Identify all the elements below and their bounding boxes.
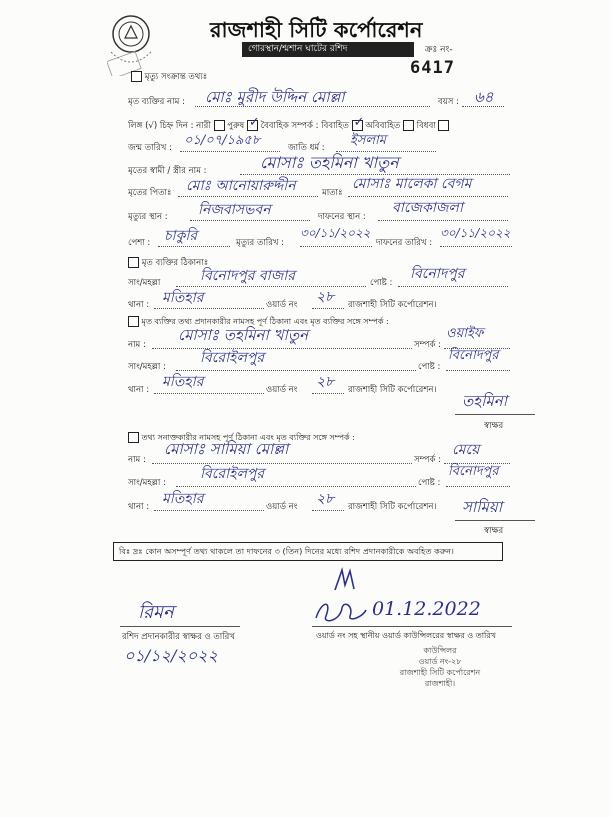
deceased-post-line bbox=[398, 286, 508, 287]
burial-place-value[interactable]: বাজেকাজলা bbox=[392, 200, 463, 216]
name-value[interactable]: মোঃ মুরীদ উদ্দিন মোল্লা bbox=[205, 88, 345, 106]
unmarried-checkbox[interactable] bbox=[403, 120, 414, 131]
serial-label: ক্রঃ নং- bbox=[425, 45, 453, 55]
stamp-line-4: রাজশাহী। bbox=[424, 679, 456, 688]
death-info-section-label: মৃত্যু সংক্রান্ত তথ্যঃ bbox=[144, 72, 208, 82]
councillor-signature-line bbox=[312, 626, 512, 627]
deceased-address-section bbox=[128, 256, 208, 270]
burial-place-line bbox=[378, 220, 508, 221]
informant-village-value[interactable]: বিরোইলপুর bbox=[200, 350, 265, 366]
informant-signature-label: স্বাক্ষর bbox=[484, 421, 504, 431]
informant-checkbox[interactable] bbox=[128, 316, 139, 327]
deceased-post-value[interactable]: বিনোদপুর bbox=[410, 266, 465, 282]
identifier-name-line bbox=[152, 463, 412, 464]
female-label: নারী bbox=[196, 121, 211, 131]
informant-section-label: মৃত ব্যক্তির তথ্য প্রদানকারীর নামসহ পূর্ণ ঠিকানা এবং মৃত ব্যক্তির সঙ্গে সম্পর্ক : bbox=[141, 317, 389, 326]
death-place-label: মৃত্যুর স্থান : bbox=[128, 212, 168, 222]
religion-label: জাতি ধর্ম : bbox=[288, 143, 325, 153]
identifier-post-value[interactable]: বিনোদপুর bbox=[448, 464, 499, 479]
issuer-label: রশিদ প্রদানকারীর স্বাক্ষর ও তারিখ bbox=[122, 632, 235, 642]
age-value[interactable]: ৬৪ bbox=[474, 88, 494, 106]
councillor-stamp bbox=[370, 645, 510, 689]
widow-checkbox[interactable] bbox=[438, 120, 449, 131]
married-label: বিবাহিত bbox=[321, 121, 349, 131]
identifier-post-line bbox=[446, 486, 510, 487]
councillor-label: ওয়ার্ড নং সহ স্থানীয় ওয়ার্ড কাউন্সিলরের স্বাক্ষর ও তারিখ bbox=[316, 631, 496, 640]
death-info-section bbox=[131, 70, 207, 84]
identifier-thana-label: থানা : bbox=[128, 502, 150, 512]
identifier-name-label: নাম : bbox=[128, 455, 146, 465]
widow-label: বিধবা bbox=[416, 121, 436, 131]
notice-box: বিঃ দ্রঃ কোন অসম্পূর্ণ তথ্য থাকলে তা দাফনের ৩ (তিন) দিনের মধ্যে রশিদ প্রদানকারীকে অবহিত করুন। bbox=[113, 542, 503, 561]
city-corporation-seal-icon bbox=[107, 12, 155, 76]
deceased-address-checkbox[interactable] bbox=[128, 257, 139, 268]
informant-name-label: নাম : bbox=[128, 340, 146, 350]
councillor-signature-icon bbox=[312, 596, 368, 626]
death-date-line bbox=[300, 246, 372, 247]
serial-number: 6417 bbox=[410, 58, 455, 78]
gender-marital-row bbox=[128, 115, 449, 133]
informant-relation-value[interactable]: ওয়াইফ bbox=[446, 326, 484, 341]
name-label: মৃত ব্যক্তির নাম : bbox=[128, 97, 185, 107]
informant-name-value[interactable]: মোসাঃ তহমিনা খাতুন bbox=[178, 326, 309, 344]
identifier-thana-value[interactable]: মতিহার bbox=[162, 491, 204, 507]
identifier-ward-value[interactable]: ২৮ bbox=[316, 491, 335, 507]
deceased-ward-label: ওয়ার্ড নং bbox=[266, 300, 298, 310]
informant-thana-label: থানা : bbox=[128, 385, 150, 395]
informant-post-line bbox=[446, 370, 510, 371]
age-label: বয়স : bbox=[438, 97, 459, 107]
identifier-village-label: সাং/মহল্লা : bbox=[128, 478, 166, 488]
identifier-checkbox[interactable] bbox=[128, 432, 139, 443]
father-value[interactable]: মোঃ আনোয়ারুদ্দীন bbox=[186, 178, 296, 194]
issuer-date: ০১/১২/২০২২ bbox=[124, 646, 218, 665]
councillor-date: 01.12.2022 bbox=[372, 598, 481, 620]
page-title: রাজশাহী সিটি কর্পোরেশন bbox=[210, 17, 423, 42]
issuer-signature-line bbox=[120, 626, 240, 627]
death-date-label: মৃত্যুর তারিখ : bbox=[236, 238, 285, 248]
informant-village-line bbox=[176, 370, 416, 371]
informant-city-corp: রাজশাহী সিটি কর্পোরেশন। bbox=[348, 385, 437, 395]
identifier-signature: সামিয়া bbox=[462, 498, 503, 516]
deceased-thana-value[interactable]: মতিহার bbox=[162, 290, 204, 306]
receipt-subtitle: গোরস্থান/শ্মশান ঘাটের রশিদ bbox=[242, 42, 414, 57]
identifier-signature-line bbox=[455, 520, 535, 521]
dob-label: জন্ম তারিখ : bbox=[128, 143, 172, 153]
identifier-section-label: তথ্য সনাক্তকারীর নামসহ পূর্ণ ঠিকানা এবং মৃত ব্যক্তির সঙ্গে সম্পর্ক : bbox=[141, 433, 355, 442]
unmarried-label: অবিবাহিত bbox=[365, 121, 401, 131]
death-place-value[interactable]: নিজবাসভবন bbox=[198, 202, 271, 218]
occupation-value[interactable]: চাকুরি bbox=[164, 228, 198, 244]
deceased-post-label: পোষ্ট : bbox=[370, 278, 393, 288]
male-label: পুরুষ bbox=[227, 121, 245, 131]
father-label: মৃতের পিতাঃ bbox=[128, 188, 172, 198]
religion-value[interactable]: ইসলাম bbox=[350, 133, 387, 148]
marital-label: বৈবাহিক সম্পর্ক : bbox=[260, 121, 319, 131]
deceased-village-value[interactable]: বিনোদপুর বাজার bbox=[200, 268, 295, 284]
married-checkbox[interactable]: ✓ bbox=[353, 115, 365, 130]
identifier-city-corp: রাজশাহী সিটি কর্পোরেশন। bbox=[348, 502, 437, 512]
mother-value[interactable]: মোসাঃ মালেকা বেগম bbox=[352, 176, 472, 192]
stamp-line-2: ওয়ার্ড নং-২৮ bbox=[418, 657, 462, 666]
informant-thana-value[interactable]: মতিহার bbox=[162, 374, 204, 390]
stamp-line-3: রাজশাহী সিটি কর্পোরেশন bbox=[399, 668, 481, 677]
deceased-address-label: মৃত ব্যক্তির ঠিকানাঃ bbox=[141, 258, 209, 268]
death-date-value[interactable]: ৩০/১১/২০২২ bbox=[300, 226, 371, 240]
deceased-ward-value[interactable]: ২৮ bbox=[316, 289, 335, 305]
gender-prefix: লিঙ্গ (√) চিহ্ন দিন : bbox=[128, 121, 194, 131]
identifier-signature-label: স্বাক্ষর bbox=[484, 526, 504, 536]
informant-village-label: সাং/মহল্লা : bbox=[128, 362, 166, 372]
burial-date-label: দাফনের তারিখ : bbox=[376, 238, 433, 248]
spouse-value[interactable]: মোসাঃ তহমিনা খাতুন bbox=[260, 153, 399, 172]
dob-value[interactable]: ০১/০৭/১৯৫৮ bbox=[184, 133, 261, 148]
informant-signature-line bbox=[455, 414, 535, 415]
deceased-city-corp: রাজশাহী সিটি কর্পোরেশন। bbox=[348, 300, 437, 310]
burial-date-line bbox=[440, 246, 512, 247]
spouse-label: মৃতের স্বামী / স্ত্রীর নাম : bbox=[128, 166, 207, 176]
identifier-relation-value[interactable]: মেয়ে bbox=[452, 442, 480, 458]
burial-place-label: দাফনের স্থান : bbox=[318, 212, 366, 222]
identifier-name-value[interactable]: মোসাঃ সামিয়া মোল্লা bbox=[164, 440, 289, 458]
informant-relation-label: সম্পর্ক : bbox=[414, 340, 441, 350]
informant-post-value[interactable]: বিনোদপুর bbox=[448, 348, 499, 363]
identifier-post-label: পোষ্ট : bbox=[418, 478, 441, 488]
mother-label: মাতাঃ bbox=[322, 188, 343, 198]
deceased-thana-label: থানা : bbox=[128, 300, 150, 310]
informant-signature: তহমিনা bbox=[462, 392, 508, 410]
issuer-signature: রিমন bbox=[138, 602, 174, 623]
identifier-village-line bbox=[176, 486, 416, 487]
female-checkbox[interactable] bbox=[214, 120, 225, 131]
identifier-ward-label: ওয়ার্ড নং bbox=[266, 502, 298, 512]
informant-ward-label: ওয়ার্ড নং bbox=[266, 385, 298, 395]
death-info-checkbox[interactable] bbox=[131, 71, 142, 82]
stamp-line-1: কাউন্সিলর bbox=[423, 646, 457, 655]
informant-ward-value[interactable]: ২৮ bbox=[316, 374, 335, 390]
informant-post-label: পোষ্ট : bbox=[418, 362, 441, 372]
deceased-village-label: সাং/মহল্লা bbox=[128, 278, 161, 288]
councillor-initial-icon bbox=[330, 565, 360, 595]
burial-date-value[interactable]: ৩০/১১/২০২২ bbox=[440, 226, 511, 240]
identifier-village-value[interactable]: বিরোইলপুর bbox=[200, 466, 265, 482]
occupation-label: পেশা : bbox=[128, 238, 151, 248]
male-checkbox[interactable]: ✓ bbox=[248, 115, 260, 130]
identifier-relation-label: সম্পর্ক : bbox=[414, 455, 441, 465]
